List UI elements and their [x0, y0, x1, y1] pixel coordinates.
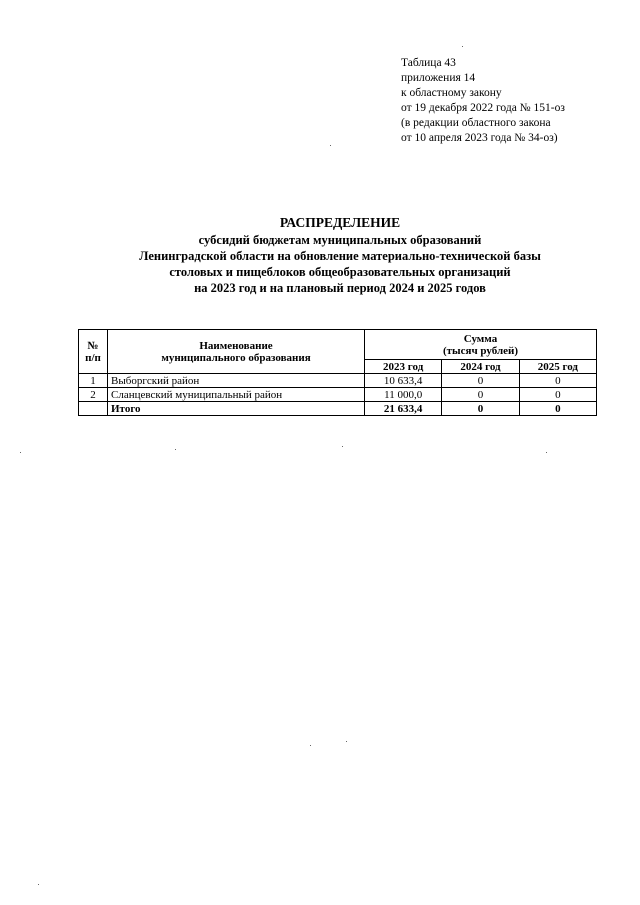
total-value-2023: 21 633,4 [365, 402, 442, 416]
row-value-2023: 11 000,0 [365, 388, 442, 402]
document-title-block [0, 215, 640, 296]
header-number [79, 330, 108, 374]
document-title: РАСПРЕДЕЛЕНИЕ [279, 215, 401, 230]
header-year-2024: 2024 год [442, 360, 519, 374]
table-row [79, 388, 597, 402]
header-name [108, 330, 365, 374]
total-value-2025: 0 [519, 402, 596, 416]
header-sum-line1: Сумма [463, 332, 498, 345]
appendix-reference [401, 56, 565, 146]
scan-speck [310, 745, 311, 746]
row-value-2025: 0 [519, 374, 596, 388]
title-line: субсидий бюджетам муниципальных образований [198, 233, 482, 247]
scan-speck [175, 449, 176, 450]
scan-speck [462, 46, 463, 47]
row-number: 2 [79, 388, 108, 402]
distribution-table [78, 329, 597, 416]
row-value-2024: 0 [442, 388, 519, 402]
total-number [79, 402, 108, 416]
title-line: на 2023 год и на плановый период 2024 и 2025 годов [194, 281, 486, 295]
row-value-2023: 10 633,4 [365, 374, 442, 388]
appendix-line: к областному закону [401, 87, 502, 99]
appendix-line: от 19 декабря 2022 года № 151-оз [401, 102, 565, 114]
row-value-2024: 0 [442, 374, 519, 388]
header-number-line1: № [87, 339, 99, 352]
scan-speck [330, 145, 331, 146]
appendix-line: Таблица 43 [401, 57, 456, 69]
total-value-2024: 0 [442, 402, 519, 416]
scan-speck [346, 741, 347, 742]
row-municipality: Сланцевский муниципальный район [108, 388, 365, 402]
row-number: 1 [79, 374, 108, 388]
scan-speck [20, 452, 21, 453]
appendix-line: (в редакции областного закона [401, 117, 551, 129]
header-sum [365, 330, 597, 360]
row-value-2025: 0 [519, 388, 596, 402]
header-year-2025: 2025 год [519, 360, 596, 374]
table-header-row [79, 330, 597, 360]
title-line: Ленинградской области на обновление материально-технической базы [139, 249, 541, 263]
scan-speck [38, 884, 39, 885]
title-line: столовых и пищеблоков общеобразовательных организаций [169, 265, 511, 279]
table-row [79, 374, 597, 388]
header-name-line2: муниципального образования [161, 351, 311, 364]
scan-speck [342, 446, 343, 447]
table-total-row [79, 402, 597, 416]
header-number-line2: п/п [85, 351, 101, 364]
row-municipality: Выборгский район [108, 374, 365, 388]
header-year-2023: 2023 год [365, 360, 442, 374]
header-sum-line2: (тысяч рублей) [442, 344, 519, 357]
appendix-line: от 10 апреля 2023 года № 34-оз) [401, 132, 558, 144]
total-label: Итого [108, 402, 365, 416]
scan-speck [546, 452, 547, 453]
header-name-line1: Наименование [199, 339, 273, 352]
appendix-line: приложения 14 [401, 72, 476, 84]
